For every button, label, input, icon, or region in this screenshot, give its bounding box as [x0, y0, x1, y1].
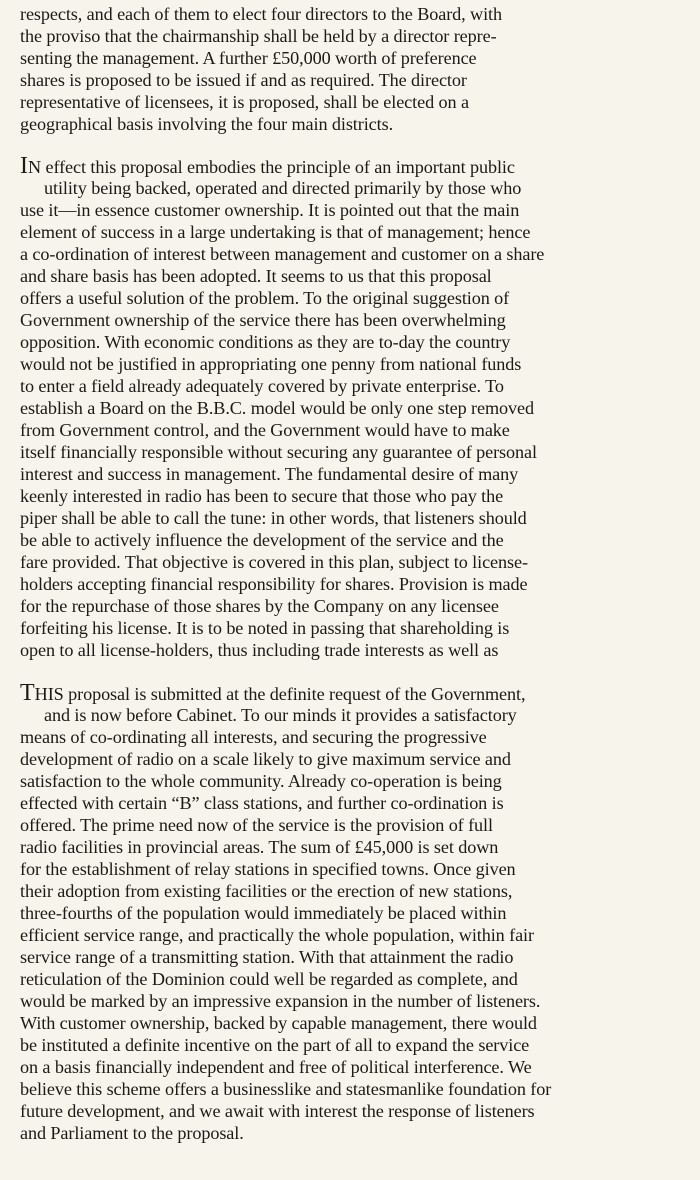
paragraph-line: and Parliament to the proposal.: [20, 1123, 244, 1143]
paragraph-line: effected with certain “B” class stations, and further co-ordination is: [20, 793, 504, 813]
paragraph-line: believe this scheme offers a businesslike and statesmanlike foundation for: [20, 1079, 552, 1099]
paragraph-line: element of success in a large undertaking is that of management; hence: [20, 222, 531, 242]
paragraph-line: would not be justified in appropriating one penny from national funds: [20, 354, 522, 374]
paragraph-line: for the repurchase of those shares by the Company on any licensee: [20, 596, 499, 616]
paragraph-line: shares is proposed to be issued if and as required. The director: [20, 70, 467, 90]
paragraph-line: future development, and we await with interest the response of listeners: [20, 1101, 535, 1121]
article-page: [20, 0, 688, 1180]
paragraph-line: representative of licensees, it is proposed, shall be elected on a: [20, 92, 469, 112]
paragraph-first-line: [20, 682, 525, 705]
paragraph-line: itself financially responsible without securing any guarantee of personal: [20, 442, 537, 462]
paragraph-line: geographical basis involving the four main districts.: [20, 114, 394, 134]
drop-cap: T: [20, 680, 35, 706]
paragraph-line: means of co-ordinating all interests, and securing the progressive: [20, 727, 487, 747]
paragraph-line: With customer ownership, backed by capable management, there would: [20, 1013, 537, 1033]
paragraph-line: reticulation of the Dominion could well be regarded as complete, and: [20, 969, 518, 989]
paragraph-line: piper shall be able to call the tune: in other words, that listeners should: [20, 508, 527, 528]
first-line-text: HIS proposal is submitted at the definite request of the Government,: [34, 684, 526, 704]
paragraph-line: efficient service range, and practically the whole population, within fair: [20, 925, 534, 945]
paragraph-line: a co-ordination of interest between management and customer on a share: [20, 244, 545, 264]
first-line-text: N effect this proposal embodies the principle of an important public: [28, 157, 515, 177]
paragraph-line: respects, and each of them to elect four directors to the Board, with: [20, 4, 502, 24]
paragraph-line: holders accepting financial responsibility for shares. Provision is made: [20, 574, 528, 594]
paragraph-line: from Government control, and the Government would have to make: [20, 420, 510, 440]
paragraph-line: interest and success in management. The fundamental desire of many: [20, 464, 519, 484]
paragraph-line: would be marked by an impressive expansion in the number of listeners.: [20, 991, 541, 1011]
paragraph-line: and is now before Cabinet. To our minds it provides a satisfactory: [44, 705, 517, 725]
paragraph-line: opposition. With economic conditions as they are to-day the country: [20, 332, 511, 352]
drop-cap: I: [20, 153, 28, 179]
paragraph-line: and share basis has been adopted. It seems to us that this proposal: [20, 266, 492, 286]
paragraph-line: keenly interested in radio has been to secure that those who pay the: [20, 486, 504, 506]
paragraph-line: open to all license-holders, thus including trade interests as well as: [20, 640, 499, 660]
paragraph-line: establish a Board on the B.B.C. model would be only one step removed: [20, 398, 534, 418]
paragraph-line: fare provided. That objective is covered in this plan, subject to license-: [20, 552, 528, 572]
paragraph-line: the proviso that the chairmanship shall be held by a director repre-: [20, 26, 497, 46]
paragraph-line: service range of a transmitting station. With that attainment the radio: [20, 947, 514, 967]
paragraph-line: be able to actively influence the development of the service and the: [20, 530, 504, 550]
paragraph-line: satisfaction to the whole community. Already co-operation is being: [20, 771, 502, 791]
paragraph-line: offers a useful solution of the problem. To the original suggestion of: [20, 288, 510, 308]
paragraph-line: forfeiting his license. It is to be noted in passing that shareholding is: [20, 618, 510, 638]
paragraph-line: offered. The prime need now of the service is the provision of full: [20, 815, 493, 835]
paragraph-line: use it—in essence customer ownership. It is pointed out that the main: [20, 200, 520, 220]
paragraph-line: utility being backed, operated and directed primarily by those who: [44, 178, 522, 198]
paragraph-first-line: [20, 155, 515, 178]
paragraph-line: senting the management. A further £50,000 worth of preference: [20, 48, 477, 68]
paragraph-line: for the establishment of relay stations in specified towns. Once given: [20, 859, 516, 879]
paragraph-line: to enter a field already adequately covered by private enterprise. To: [20, 376, 504, 396]
paragraph-line: on a basis financially independent and free of political interference. We: [20, 1057, 532, 1077]
paragraph-line: Government ownership of the service there has been overwhelming: [20, 310, 506, 330]
paragraph-line: radio facilities in provincial areas. The sum of £45,000 is set down: [20, 837, 499, 857]
paragraph-line: be instituted a definite incentive on the part of all to expand the service: [20, 1035, 530, 1055]
paragraph-line: three-fourths of the population would immediately be placed within: [20, 903, 507, 923]
paragraph-line: their adoption from existing facilities or the erection of new stations,: [20, 881, 513, 901]
paragraph-line: development of radio on a scale likely to give maximum service and: [20, 749, 511, 769]
